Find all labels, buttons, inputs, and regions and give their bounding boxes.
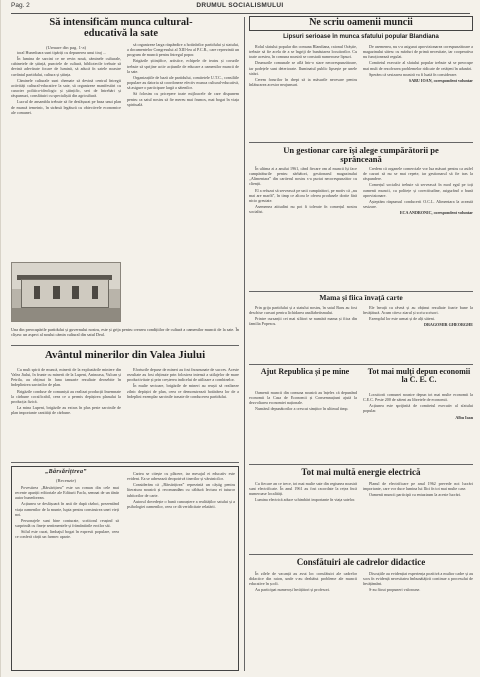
paragraph: Lumina electrică aduce schimbări importante în viața satelor. [255,497,356,503]
paragraph: Cartea se citește cu plăcere, iar mesajul ei educativ este evident. Ea se adresează deopotrivă tinerilor și vârstnicilor. [127,471,235,482]
lipsuri-col-2 [363,44,473,139]
gestionar-title: Un gestionar care își alege cumpărătorii pe sprânceană [283,145,439,164]
paragraph: În multe sectoare, brigăzile de mineri au reușit să realizeze zilnic depășiri de plan, ceea ce demonstrează hotărârea lor de a îndeplini exemplar sarcinile trasate de conducerea partidului. [127,383,239,399]
paragraph: La mina Lupeni, brigăzile au extras în plus peste sarcinile de plan importante cantități de cărbune. [11,405,121,416]
review-subtitle: (Recenzie) [56,478,76,483]
paragraph: Brigăzile conduse de comuniști au realizat producții însemnate la cărbune cocsificabil, ceea ce a permis depășirea planului la producția fizică. [11,388,121,404]
paragraph: În zilele de vacanță au avut loc consfătuiri ale cadrelor didactice din raion, unde s-au dezbătut probleme ale muncii educative în școli. [249,571,357,587]
paragraph: S-au făcut propuneri valoroase. [369,587,421,593]
paragraph: Considerăm că „Bârsărițtrea” reprezintă un câștig pentru literatura noastră și recomandăm cu căldură lectura ei tuturor iubitorilor de carte. [127,482,235,498]
paragraph: Acțiunea se desfășoară în anii de după război, prezentând viața oamenilor de la munte, lupta pentru construirea unei vieți noi. [15,501,119,517]
article-cultural-subtitle: (Urmare din pag. 1-a) [45,45,87,50]
article-miners-col-2 [127,367,239,459]
review-title: „Bârsărițtrea” [45,469,87,475]
paragraph: Comerțul socialist trebuie să servească în mod egal pe toți oamenii muncii, cu politețe și corectitudine, asigurând o bună aprovizionare. [363,182,473,198]
paragraph: De asemenea, nu s-a asigurat aprovizionarea corespunzătoare a magazinului sătesc cu mărfuri de primă necesitate, iar cooperativa nu funcționează regulat. [363,44,473,60]
energie-col-2 [363,481,473,551]
paragraph: Cu mult spirit de muncă, minerii de la exploatările miniere din Valea Jiului, în frunte cu minerii de la Lupeni, Aninoasa, Vulcan și Petrila, au obținut în luna ianuarie rezultate deosebite în îndeplinirea sarcinilor de plan. [11,367,121,388]
mama-col-1 [249,305,357,360]
paragraph: Discuțiile au evidențiat experiența pozitivă a multor cadre și au scos în evidență necesitatea îmbunătățirii continue a procesului de învățământ. [363,571,473,587]
divider [11,345,239,346]
signature: Albu Ioan [455,414,473,420]
paragraph: Stilul este curat, limbajul bogat în expresii populare, ceea ce conferă cărții un farmec aparte. [15,529,119,540]
divider [249,554,473,555]
paragraph: Cerem forurilor în drept să ia măsurile necesare pentru înlăturarea acestor neajunsuri. [249,76,357,88]
divider [249,291,473,292]
paragraph: Personajele sunt bine conturate, scriitorul reușind să surprindă cu finețe sentimentele și frământările eroilor săi. [15,517,119,529]
cec-title: Tot mai mulți depun economii la C. E. C. [367,367,471,385]
lipsuri-col-1 [249,44,357,139]
paragraph: El a refuzat să servească pe unii cumpărători, pe motiv că „nu mai are marfă”, în timp ce altora le oferea produsele dorite fără nicio greutate. [249,187,357,203]
paragraph: Povestirea „Bârsărițtrea” este un roman din cele mai recente apariții editoriale ale Editurii Facla, semnat de un tânăr autor hunedorean. [15,485,119,501]
paragraph: Ele învață cu râvnă și au obținut rezultate foarte bune la învățătură. Acum citesc ziarul și scriu scrisori. [363,305,473,316]
divider [249,364,473,365]
consfatuiri-col-1 [249,571,357,671]
paragraph: Lucrul de ansamblu trebuie să fie desfășurat pe baza unui plan de muncă temeinic, în strânsă legătură cu obiectivele economice ale comunei. [11,99,121,115]
article-cultural-col-2 [127,42,239,212]
running-head [11,2,470,14]
photo-window [72,286,78,299]
column-separator [244,17,245,671]
divider [11,462,239,463]
paragraph: Au participat numeroși învățători și profesori. [255,587,331,593]
paragraph: Sperăm că sesizarea noastră va fi luată în considerare. [369,71,458,77]
paragraph: În ultima zi a anului 1961, când fiecare om al muncii își face cumpărăturile pentru sărbători, gestionarul magazinului „Alimentara” din cartierul nostru s-a purtat necorespunzător cu clienții. [249,166,357,187]
photo-ground [12,308,120,321]
paragraph: Locuitorii comunei noastre depun tot mai multe economii la C.E.C. Peste 200 de săteni au libretele de economii. [363,392,473,403]
signature: SABU IOAN, corespondent voluntar [408,77,473,83]
paragraph: Exemplul lor este urmat și de alți săteni. [369,316,435,322]
photo-window [92,286,98,299]
signature: DRAGOMIR GHEORGHE [423,322,473,328]
article-miners-col-1 [11,367,121,459]
review-col-1 [15,485,119,667]
paragraph: toral Hunedoara sunt tipăriți cu depunerea unui tiraj ... [17,50,107,55]
cultural-hall-photo [11,262,121,322]
gestionar-col-2 [363,166,473,286]
photo-window [53,286,59,299]
paragraph: Asemenea atitudini nu pot fi tolerate în comerțul nostru socialist. [249,204,357,215]
article-cultural-title: Să intensificăm munca cultural-educativă la sate [49,17,193,40]
signature: ECA ANDRONIC, corespondent voluntar [399,210,473,216]
paragraph: Să folosim cu pricepere toate mijloacele de care dispunem pentru ca satul nostru să fie mereu mai frumos, mai bogat în viața spirituală. [127,91,239,107]
paragraph: Rolul sfatului popular din comuna Blandiana, raionul Orăștie, trebuie să fie acela de a se îngriji de bunăstarea locuitorilor. Cu toate acestea, în comuna noastră se constată numeroase lipsuri. [249,44,357,60]
divider [249,142,473,143]
paragraph: Printre cursanții cei mai silitori se numără mama și fiica din familia Popescu. [249,316,357,327]
paragraph: Autorul dovedește o bună cunoaștere a realităților satului și a psihologiei oamenilor, ceea ce dă veridicitate relatării. [127,498,235,509]
gestionar-col-1 [249,166,357,286]
newspaper-name: DRUMUL SOCIALISMULUI [196,2,284,9]
paragraph: Planul de electrificare pe anul 1962 prevede noi lucrări importante, care vor duce lumina lui Ilici în tot mai multe case. [363,481,473,492]
article-cultural-col-1 [11,50,121,255]
paragraph: Credem că organele comerciale vor lua măsuri pentru ca astfel de cazuri să nu se mai repete, iar gestionarul să fie tras la răspundere. [363,166,473,182]
ajut-title: Ajut Republica și pe mine [260,367,350,376]
energie-col-1 [249,481,357,551]
paragraph: Drumurile comunale se află într-o stare necorespunzătoare, iar podețele sunt deteriorate. Iluminatul public lipsește pe unele străzi. [249,60,357,76]
mama-title: Mama și fiica învață carte [319,293,403,302]
paragraph: Eforturile depuse de mineri au fost încununate de succes. Aceste rezultate au fost obținute prin folosirea intensă a utilajelor de mare productivitate și prin creșterea indicelui de utilizare a combinelor. [127,367,239,383]
cec-col-1 [363,392,473,460]
lipsuri-title: Lipsuri serioase în munca sfatului popular Blandiana [283,33,439,40]
article-miners-title: Avântul minerilor din Valea Jiului [44,349,206,361]
paragraph: Prin grija partidului și a statului nostru, în satul Baru au fost deschise cursuri pentru lichidarea analfabetismului. [249,305,357,316]
paragraph: Cu fiecare an ce trece, tot mai multe sate din regiunea noastră sunt electrificate. În anul 1961 au fost racordate la rețea încă numeroase localități. [249,481,357,497]
ajut-col-1 [249,390,357,460]
paragraph: Brigăzile științifice, artistice, echipele de teatru și corurile trebuie să sprijine activ acțiunile de educare a oamenilor muncii de la sate. [127,58,239,74]
paragraph: Oamenii muncii din comuna noastră au înțeles că depunând economii la Casa de Economii și Consemnațiuni ajută la dezvoltarea economiei naționale. [249,390,357,406]
photo-caption: Una din preocupările partidului și guvernului nostru, este și grija pentru crearea condițiilor de cultură a oamenilor muncii de la sate. În clișeu: un aspect al noului cămin cultural din satul Deal. [11,327,239,338]
energie-title: Tot mai multă energie electrică [301,467,421,477]
review-col-2 [127,471,235,667]
mama-col-2 [363,305,473,360]
photo-window [34,286,40,299]
page-number: Pag. 2 [11,2,30,9]
paragraph: Așteptăm răspunsul conducerii O.C.L. Alimentara la această sesizare. [363,198,473,210]
paragraph: Comitetul executiv al sfatului popular trebuie să se preocupe mai mult de rezolvarea problemelor ridicate de cetățeni în adunări. [363,60,473,71]
paragraph: În lumina de sarcini ce ne revin nouă, căminele culturale, cabinetele de știință, punctele de cultură, bibliotecile trebuie să devină adevărate focare de lumină, să aducă în satele noastre cuvântul partidului, cultura și știința. [11,56,121,77]
consfatuiri-title: Consfătuiri ale cadrelor didactice [296,557,426,567]
paragraph: Oamenii muncii participă cu entuziasm la aceste lucrări. [369,492,462,498]
divider [249,464,473,465]
paragraph: să organizeze larga răspândire a hotărârilor partidului și statului, a documentelor Congresului al XIII-lea al P.C.R., care reprezintă un program de muncă pentru întregul popor. [127,42,239,58]
consfatuiri-col-2 [363,571,473,671]
paragraph: Numărul depunătorilor a crescut simțitor în ultimul timp. [255,406,349,412]
paragraph: Căminele culturale sunt chemate să devină centrul întregii activități cultural-educative la sate, să organizeze manifestări cu caracter politico-ideologic și științific, seri de întrebări și răspunsuri, consfătuiri cu specialiștii din agricultură. [11,77,121,99]
running-head-spacer [450,2,470,13]
paragraph: Acțiunea este sprijinită de comitetul executiv al sfatului popular. [363,403,473,414]
section-kicker: Ne scriu oamenii muncii [309,17,413,28]
paragraph: Organizațiile de bază ale partidului, comitetele U.T.C., consiliile populare au datoria să coordoneze efectiv munca cultural-educativă, să asigure o participare largă a sătenilor. [127,74,239,91]
